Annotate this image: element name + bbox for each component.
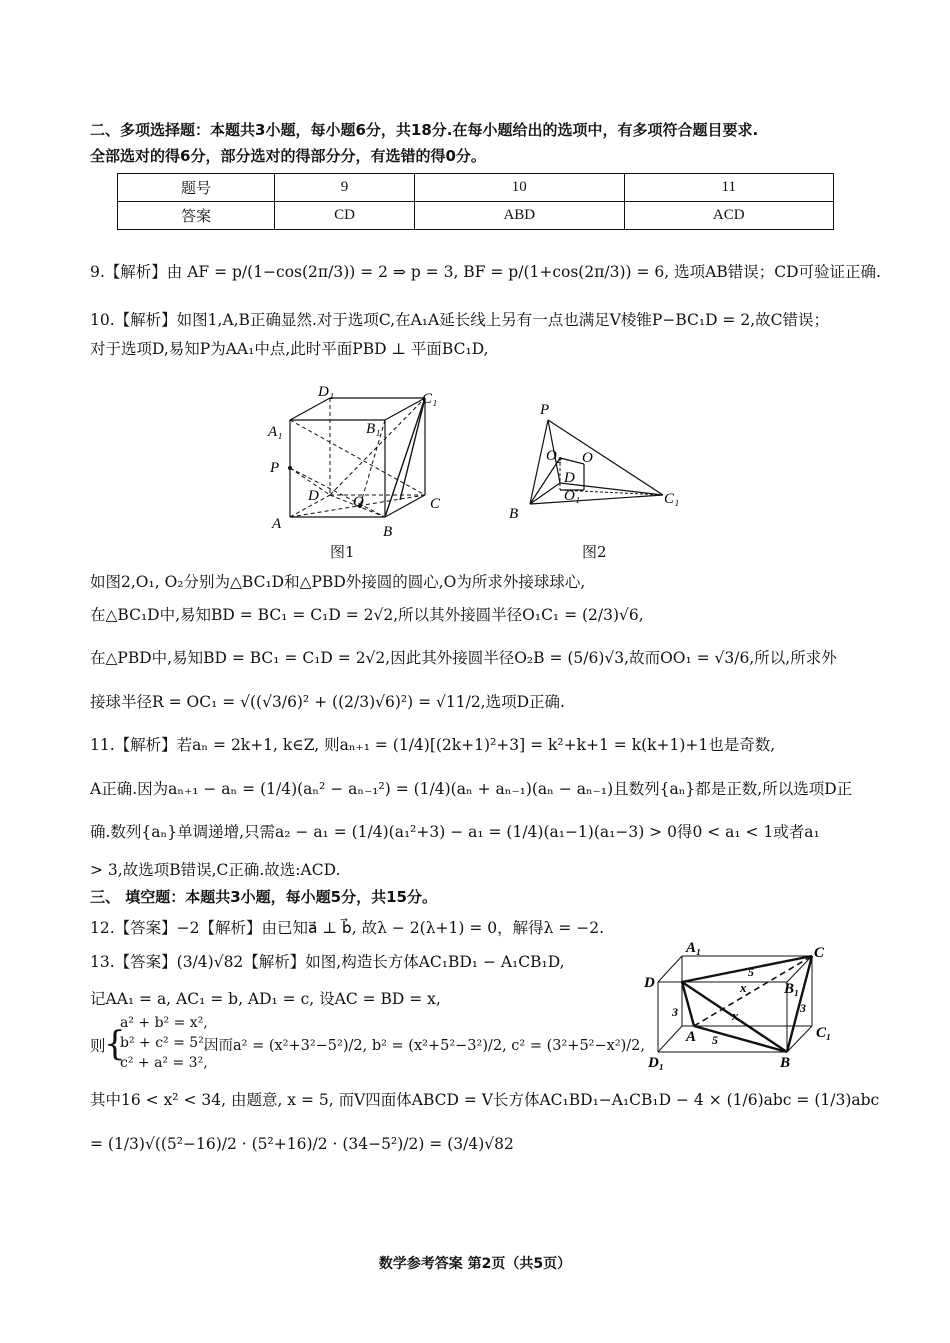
fig2-label: B (509, 506, 519, 522)
fig2-label: D (564, 470, 575, 486)
q12-solution: 12.【答案】−2【解析】由已知a⃗ ⊥ b⃗, 故λ − 2(λ+1) = 0，解得λ = −2. (90, 919, 605, 937)
hidden-diagonal (330, 398, 425, 495)
cuboid-edge (658, 1026, 682, 1052)
q10-line6: 接球半径R = OC₁ = √((√3/6)² + ((2/3)√6)²) = √11/2,选项D正确. (90, 693, 565, 711)
q13-system-prefix: 则 (90, 1037, 106, 1055)
edge-bc1 (530, 495, 663, 504)
q13-line3: 其中16 < x² < 34, 由题意, x = 5, 而V四面体ABCD = V长方体AC₁BD₁−A₁CB₁D − 4 × (1/6)abc = (1/3)abc (90, 1091, 880, 1109)
q11-line4: > 3,故选项B错误,C正确.故选:ACD. (90, 861, 341, 879)
fig1-label: C (430, 496, 441, 512)
fig1-label: B₁ (366, 421, 381, 437)
table-cell: 10 (415, 174, 624, 202)
fig3-label: D₁ (648, 1055, 665, 1071)
q10-line2: 对于选项D,易知P为AA₁中点,此时平面PBD ⊥ 平面BC₁D, (90, 340, 489, 358)
q13-line2: 记AA₁ = a, AC₁ = b, AD₁ = c, 设AC = BD = x, (90, 990, 441, 1008)
fig2-label: O (582, 450, 593, 466)
fig3-length-label: x (732, 1008, 739, 1023)
table-header-cell: 题号 (118, 174, 275, 202)
table-cell: CD (275, 202, 415, 230)
fig1-label: B (383, 524, 393, 540)
q11-line3: 确.数列{aₙ}单调递增,只需a₂ − a₁ = (1/4)(a₁²+3) − a₁ = (1/4)(a₁−1)(a₁−3) > 0得0 < a₁ < 1或者a₁ (90, 823, 820, 841)
q10-line3: 如图2,O₁, O₂分别为△BC₁D和△PBD外接圆的圆心,O为所求外接球球心, (90, 573, 586, 591)
table-cell: ACD (624, 202, 833, 230)
fig3-label: B₁ (784, 981, 800, 997)
figure2-caption: 图2 (582, 543, 607, 561)
q13-line4: = (1/3)√((5²−16)/2 · (5²+16)/2 · (34−5²)/2) = (3/4)√82 (90, 1135, 514, 1153)
brace: { (104, 1024, 126, 1064)
fig1-label: D (308, 488, 319, 504)
q13-system-tail: 因而a² = (x²+3²−5²)/2, b² = (x²+5²−3²)/2, c² = (3²+5²−x²)/2, (204, 1038, 646, 1054)
answer-table (117, 173, 834, 230)
q13-line1: 13.【答案】(3/4)√82【解析】如图,构造长方体AC₁BD₁ − A₁CB₁D, (90, 953, 565, 971)
fig2-label: P (540, 402, 550, 418)
fig3-label: B (780, 1055, 791, 1071)
table-row (118, 174, 834, 202)
table-cell: ABD (415, 202, 624, 230)
segment-c1-b-2 (400, 398, 425, 500)
fig1-label: A₁ (268, 424, 283, 440)
figure3-cuboid (642, 940, 842, 1070)
figure1-caption: 图1 (330, 543, 355, 561)
fig2-label: O₁ (564, 488, 581, 504)
fig1-label: O (353, 494, 364, 510)
q13-system-eq3: c² + a² = 3², (120, 1055, 208, 1071)
table-cell: 11 (624, 174, 833, 202)
q13-system-eq2: b² + c² = 5², (120, 1035, 209, 1051)
fig3-label: C (814, 945, 825, 961)
q11-line1: 11.【解析】若aₙ = 2k+1, k∈Z, 则aₙ₊₁ = (1/4)[(2k+1)²+3] = k²+k+1 = k(k+1)+1也是奇数, (90, 736, 776, 754)
fig3-length-label: x (740, 980, 747, 995)
fig3-label: A (686, 1029, 697, 1045)
page-footer: 数学参考答案 第2页（共5页） (378, 1256, 572, 1272)
fig1-label: C₁ (422, 391, 438, 407)
figure2-tetrahedron (500, 398, 700, 528)
q9-solution: 9.【解析】由 AF = p/(1−cos(2π/3)) = 2 ⇒ p = 3, BF = p/(1+cos(2π/3)) = 6, 选项AB错误；CD可验证正确. (90, 263, 881, 281)
fig3-label: C₁ (816, 1025, 832, 1041)
section2-heading-line2: 全部选对的得6分，部分选对的得部分分，有选错的得0分。 (90, 147, 486, 165)
fig1-label: P (270, 460, 280, 476)
fig2-label: O₂ (546, 448, 563, 464)
table-cell: 9 (275, 174, 415, 202)
q10-line4: 在△BC₁D中,易知BD = BC₁ = C₁D = 2√2,所以其外接圆半径O₁C₁ = (2/3)√6, (90, 606, 644, 624)
point-p (288, 466, 292, 470)
fig1-label: A (272, 516, 282, 532)
fig3-length-label: 3 (672, 1005, 678, 1019)
segment (560, 458, 584, 464)
fig3-label: D (644, 975, 655, 991)
q11-line2: A正确.因为aₙ₊₁ − aₙ = (1/4)(aₙ² − aₙ₋₁²) = (1/4)(aₙ + aₙ₋₁)(aₙ − aₙ₋₁)且数列{aₙ}都是正数,所以选项D正 (90, 780, 853, 798)
fig3-length-label: 5 (748, 965, 754, 979)
figure1-cube (260, 378, 460, 548)
fig3-length-label: 5 (712, 1033, 718, 1047)
cube-edge (290, 398, 330, 420)
cuboid-edge (658, 956, 682, 982)
q13-system-eq1: a² + b² = x², (120, 1015, 208, 1031)
section2-heading-line1: 二、多项选择题：本题共3小题，每小题6分，共18分.在每小题给出的选项中，有多项符合题目要求. (90, 121, 759, 139)
fig3-length-label: 3 (800, 1001, 806, 1015)
tetra-edge-ab (694, 1026, 787, 1052)
section3-heading: 三、 填空题：本题共3小题，每小题5分，共15分。 (90, 888, 437, 906)
table-header-cell: 答案 (118, 202, 275, 230)
table-row (118, 202, 834, 230)
q10-line1: 10.【解析】如图1,A,B正确显然.对于选项C,在A₁A延长线上另有一点也满足V棱锥P−BC₁D = 2,故C错误； (90, 311, 829, 329)
q10-line5: 在△PBD中,易知BD = BC₁ = C₁D = 2√2,因此其外接圆半径O₂B = (5/6)√3,故而OO₁ = √3/6,所以,所求外 (90, 649, 837, 667)
fig3-label: A₁ (686, 940, 702, 956)
edge-bd (530, 483, 560, 504)
fig2-label: C₁ (664, 491, 680, 507)
fig1-label: D₁ (318, 384, 335, 400)
tetra-edge-dc (682, 956, 812, 982)
segment-c1-b (385, 398, 425, 517)
